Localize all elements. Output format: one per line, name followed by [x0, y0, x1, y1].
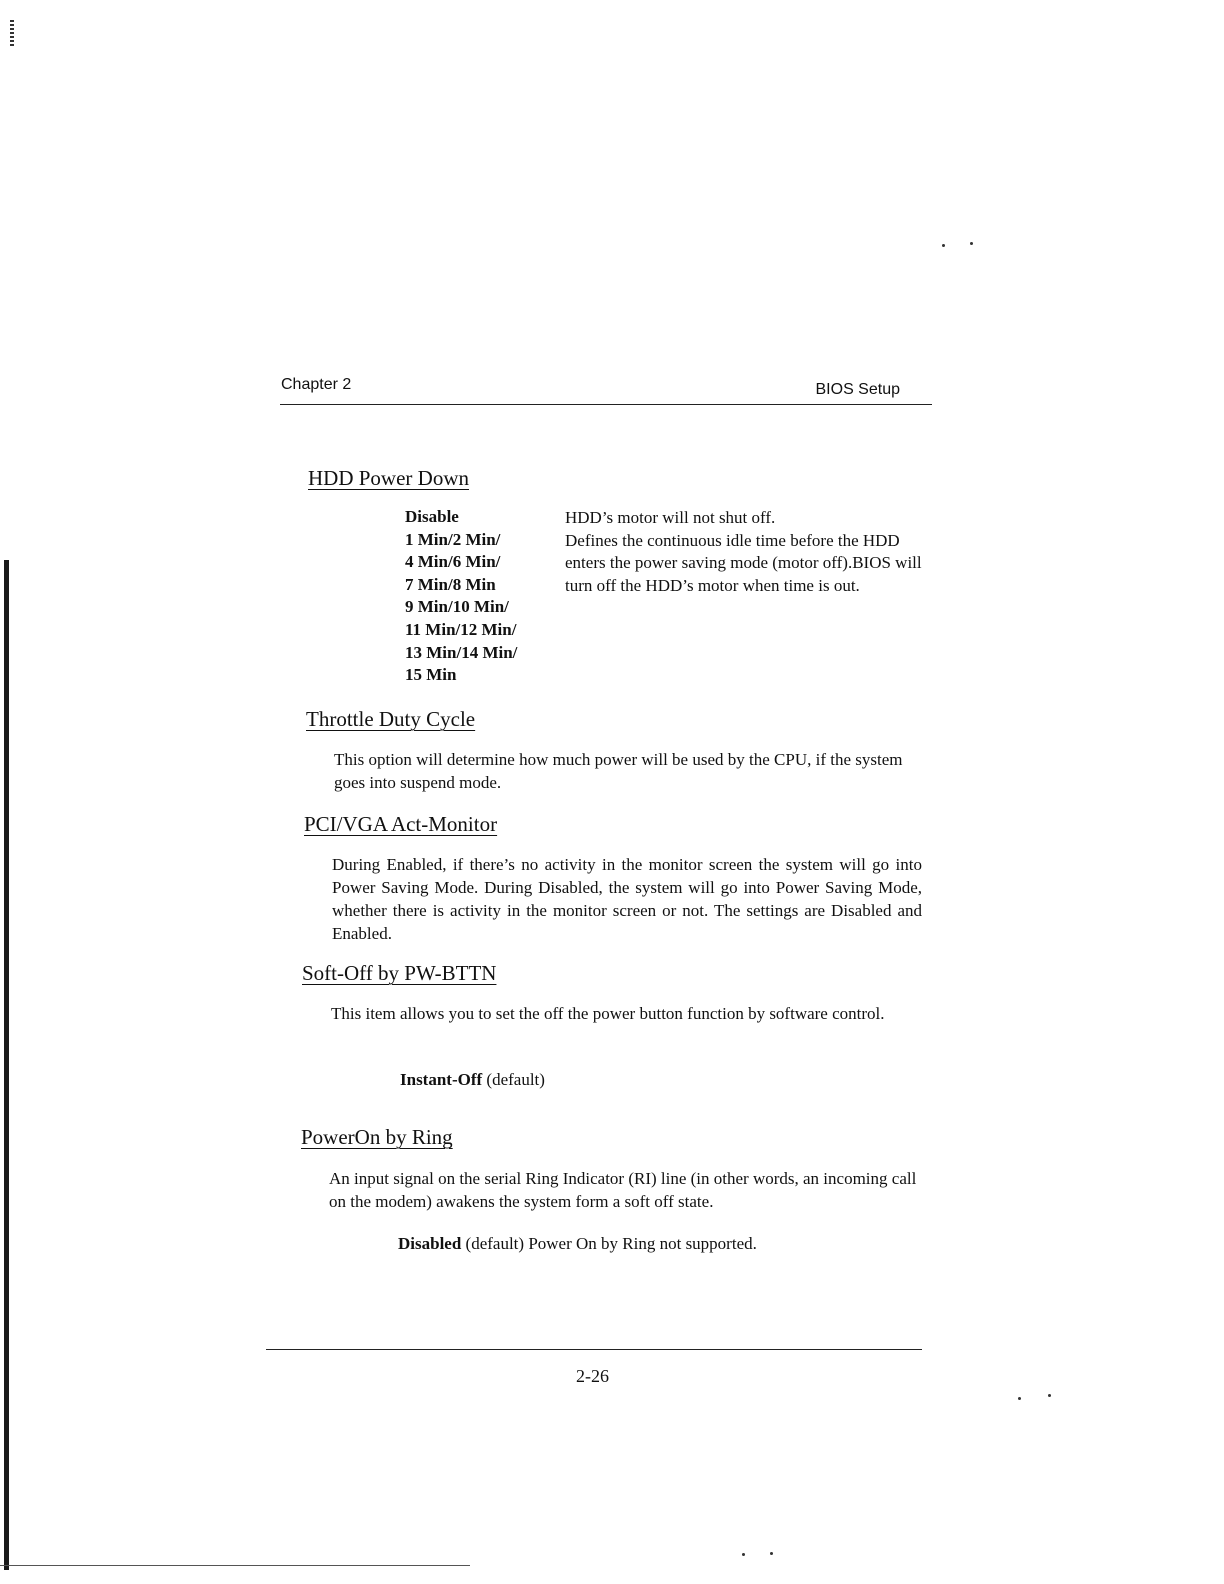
option-item: 9 Min/10 Min/	[405, 597, 509, 617]
scan-speck	[742, 1553, 745, 1556]
poweron-by-ring-default-value	[398, 1234, 757, 1254]
soft-off-default-value	[400, 1070, 545, 1090]
hdd-power-down-title: HDD Power Down	[308, 466, 469, 490]
value-note: (default) Power On by Ring not supported.	[461, 1234, 757, 1253]
scan-speck	[1048, 1394, 1051, 1397]
scan-edge-shadow	[4, 560, 9, 1570]
option-item: 1 Min/2 Min/	[405, 529, 501, 549]
chapter-label: Chapter 2	[281, 376, 352, 393]
page-number: 2-26	[576, 1366, 609, 1386]
option-item: 13 Min/14 Min/	[405, 642, 518, 662]
soft-off-body: This item allows you to set the off the power button function by software control.	[331, 1004, 885, 1023]
throttle-duty-cycle-body: This option will determine how much power will be used by the CPU, if the system goes into suspend mode.	[334, 750, 903, 792]
description-line: HDD’s motor will not shut off.	[565, 508, 776, 527]
option-item: 4 Min/6 Min/	[405, 552, 501, 572]
scan-mark	[10, 20, 14, 46]
scan-speck	[942, 244, 945, 247]
scan-speck	[970, 242, 973, 245]
section-label: BIOS Setup	[815, 381, 900, 398]
hdd-power-down-options	[405, 506, 517, 687]
pci-vga-act-monitor-title: PCI/VGA Act-Monitor	[304, 812, 498, 836]
poweron-by-ring-body: An input signal on the serial Ring Indicator (RI) line (in other words, an incoming call on the modem) awakens the system form a soft off state.	[329, 1169, 917, 1211]
option-item: 11 Min/12 Min/	[405, 619, 517, 639]
footer-rule	[266, 1349, 922, 1350]
value-note: (default)	[482, 1070, 545, 1089]
pci-vga-act-monitor-body: During Enabled, if there’s no activity in the monitor screen the system will go into Power Saving Mode. During Disabled, the system will go into Power Saving Mode, whether there is activity in the monitor screen or not. The settings are Disabled and Enabled.	[332, 855, 922, 943]
scan-edge-line	[0, 1565, 470, 1566]
option-item: 7 Min/8 Min	[405, 574, 496, 594]
throttle-duty-cycle-title: Throttle Duty Cycle	[306, 707, 476, 731]
scan-speck	[770, 1552, 773, 1555]
value-name: Instant-Off	[400, 1070, 483, 1089]
value-name: Disabled	[398, 1234, 462, 1253]
page-header	[280, 372, 932, 405]
description-text: Defines the continuous idle time before the HDD enters the power saving mode (motor off).BIOS will turn off the HDD’s motor when time is out.	[565, 530, 922, 595]
poweron-by-ring-title: PowerOn by Ring	[301, 1125, 453, 1149]
scan-speck	[1018, 1397, 1021, 1400]
option-item: 15 Min	[405, 665, 457, 685]
hdd-power-down-description	[565, 507, 925, 597]
soft-off-title: Soft-Off by PW-BTTN	[302, 961, 497, 985]
option-item: Disable	[405, 507, 459, 526]
